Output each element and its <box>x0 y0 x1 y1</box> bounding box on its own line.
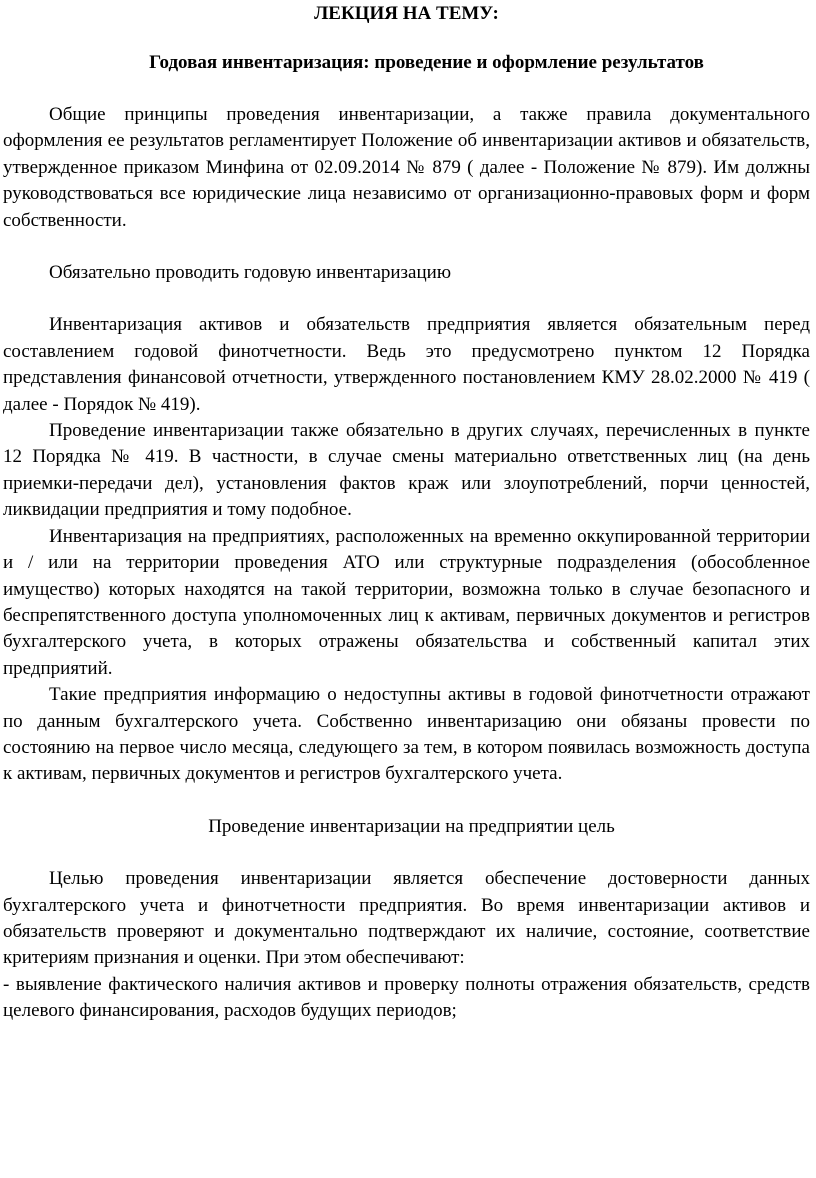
section-heading-purpose: Проведение инвентаризации на предприятии цель <box>208 815 615 837</box>
lecture-title: ЛЕКЦИЯ НА ТЕМУ: <box>314 3 499 24</box>
paragraph-purpose: Целью проведения инвентаризации является обеспечение достоверности данных бухгалтерского учета и финотчетности предприятия. Во время инвентаризации активов и обязательств проверяют и документально подтверждают их наличие, состояние, соответствие критериям признания и оценки. При этом обеспечивают: <box>3 868 810 969</box>
paragraph-mandatory-inventory: Инвентаризация активов и обязательств предприятия является обязательным перед составлением годовой финотчетности. Ведь это предусмотрено пунктом 12 Порядка представления финансовой отчетности, утвержденного постановлением КМУ 28.02.2000 № 419 ( далее - Порядок № 419). <box>3 314 810 415</box>
list-item-actual-presence: - выявление фактического наличия активов и проверку полноты отражения обязательств, средств целевого финансирования, расходов будущих периодов; <box>3 973 810 1022</box>
paragraph-other-cases: Проведение инвентаризации также обязательно в других случаях, перечисленных в пункте 12 Порядка № 419. В частности, в случае смены материально ответственных лиц (на день приемки-передачи дел), установления фактов краж или злоупотреблений, порчи ценностей, ликвидации предприятия и тому подобное. <box>3 420 810 521</box>
paragraph-inaccessible-assets: Такие предприятия информацию о недоступны активы в годовой финотчетности отражают по данным бухгалтерского учета. Собственно инвентаризацию они обязаны провести по состоянию на первое число месяца, следующего за тем, в котором появилась возможность доступа к активам, первичных документов и регистров бухгалтерского учета. <box>3 684 810 785</box>
paragraph-occupied-territory: Инвентаризация на предприятиях, расположенных на временно оккупированной территории и / или на территории проведения АТО или структурные подразделения (обособленное имущество) которых находятся на такой территории, возможна только в случае безопасного и беспрепятственного доступа уполномоченных лиц к активам, первичных документов и регистров бухгалтерского учета, в которых отражены обязательства и собственный капитал этих предприятий. <box>3 525 810 679</box>
section-heading-mandatory: Обязательно проводить годовую инвентаризацию <box>49 262 452 284</box>
lecture-subtitle: Годовая инвентаризация: проведение и оформление результатов <box>149 52 704 73</box>
paragraph-general-principles: Общие принципы проведения инвентаризации, а также правила документального оформления ее результатов регламентирует Положение об инвентаризации активов и обязательств, утвержденное приказом Минфина от 02.09.2014 № 879 ( далее - Положение № 879). Им должны руководствоваться все юридические лица независимо от организационно-правовых форм и форм собственности. <box>3 104 810 231</box>
